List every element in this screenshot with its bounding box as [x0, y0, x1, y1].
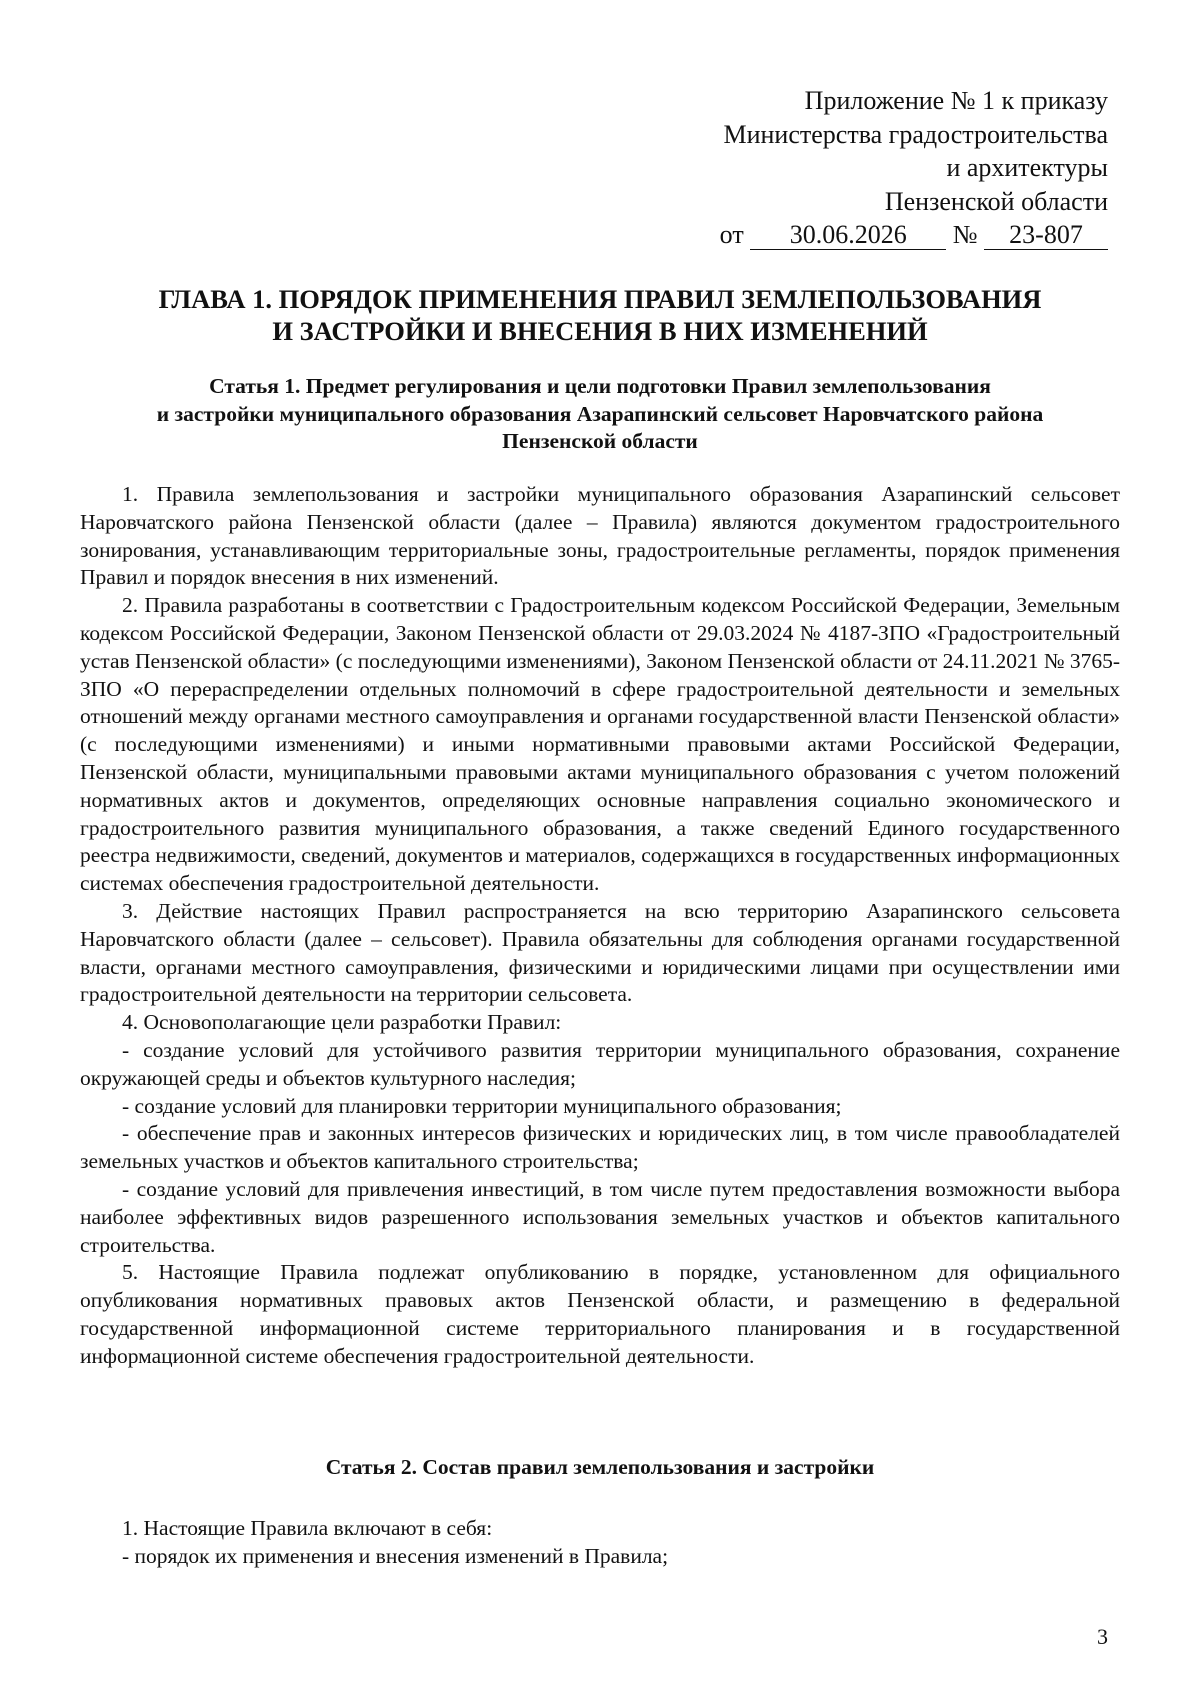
- article-2-list-item: - порядок их применения и внесения изменений в Правила;: [122, 1543, 669, 1568]
- appendix-line-3: и архитектуры: [946, 153, 1108, 182]
- article-1-title-line-3: Пензенской области: [502, 429, 698, 453]
- article-1-paragraph: 4. Основополагающие цели разработки Правил:: [122, 1010, 562, 1035]
- article-1-paragraph: 3. Действие настоящих Правил распространяется на всю территорию Азарапинского сельсовета Наровчатского области (далее – сельсовет). Правила обязательны для соблюдения органами государственной власти, органами местного самоуправления, физическими и юридическими лицами при осуществлении ими градостроительной деятельности на территории сельсовета.: [80, 898, 1120, 1007]
- article-1-title-line-2: и застройки муниципального образования Азарапинский сельсовет Наровчатского района: [156, 401, 1044, 426]
- article-2-body: [80, 1515, 1120, 1571]
- article-1-body: [80, 481, 1120, 1371]
- article-1-title: [80, 373, 1120, 456]
- from-label: от: [719, 220, 744, 249]
- article-1-title-line-1: Статья 1. Предмет регулирования и цели подготовки Правил землепользования: [209, 374, 991, 398]
- chapter-title-line-1: ГЛАВА 1. ПОРЯДОК ПРИМЕНЕНИЯ ПРАВИЛ ЗЕМЛЕПОЛЬЗОВАНИЯ: [158, 284, 1042, 314]
- article-1-list-item: - создание условий для устойчивого развития территории муниципального образования, сохранение окружающей среды и объектов культурного наследия;: [80, 1037, 1120, 1090]
- appendix-order-date-number: [720, 218, 1108, 252]
- article-1-list-item: - обеспечение прав и законных интересов физических и юридических лиц, в том числе правообладателей земельных участков и объектов капитального строительства;: [80, 1121, 1120, 1174]
- order-number: 23-807: [984, 221, 1108, 250]
- article-1-list-item: - создание условий для планировки территории муниципального образования;: [122, 1093, 842, 1118]
- chapter-title-line-2: И ЗАСТРОЙКИ И ВНЕСЕНИЯ В НИХ ИЗМЕНЕНИЙ: [272, 316, 928, 346]
- order-date: 30.06.2026: [750, 221, 946, 250]
- article-1-paragraph: 2. Правила разработаны в соответствии с Градостроительным кодексом Российской Федерации, Земельным кодексом Российской Федерации, Законом Пензенской области от 29.03.2024 № 4187-ЗПО «Градостроительный устав Пензенской области» (с последующими изменениями), Законом Пензенской области от 24.11.2021 № 3765-ЗПО «О перераспределении отдельных полномочий в сфере градостроительной деятельности и земельных отношений между органами местного самоуправления и органами государственной власти Пензенской области» (с последующими изменениями) и иными нормативными правовыми актами Российской Федерации, Пензенской области, муниципальными правовыми актами муниципального образования с учетом положений нормативных актов и документов, определяющих основные направления социально экономического и градостроительного развития муниципального образования, а также сведений Единого государственного реестра недвижимости, сведений, документов и материалов, содержащихся в государственных информационных системах обеспечения градостроительной деятельности.: [80, 593, 1120, 896]
- article-1-list-item: - создание условий для привлечения инвестиций, в том числе путем предоставления возможности выбора наиболее эффективных видов разрешенного использования земельных участков и объектов капитального строительства.: [80, 1176, 1120, 1257]
- article-1-paragraph: 1. Правила землепользования и застройки муниципального образования Азарапинский сельсовет Наровчатского района Пензенской области (далее – Правила) являются документом градостроительного зонирования, устанавливающим территориальные зоны, градостроительные регламенты, порядок применения Правил и порядок внесения в них изменений.: [80, 482, 1120, 590]
- appendix-line-2: Министерства градостроительства: [723, 119, 1108, 149]
- chapter-title: [80, 283, 1120, 347]
- appendix-line-1: Приложение № 1 к приказу: [804, 86, 1108, 115]
- appendix-header: [720, 84, 1108, 252]
- article-2-title: Статья 2. Состав правил землепользования и застройки: [325, 1455, 875, 1479]
- appendix-line-4: Пензенской области: [884, 186, 1108, 216]
- article-2-paragraph: 1. Настоящие Правила включают в себя:: [122, 1516, 493, 1540]
- number-label: №: [952, 220, 978, 249]
- article-1-paragraph: 5. Настоящие Правила подлежат опубликованию в порядке, установленном для официального опубликования нормативных правовых актов Пензенской области, и размещению в федеральной государственной информационной системе территориального планирования и в государственной информационной системе обеспечения градостроительной деятельности.: [80, 1260, 1120, 1368]
- page-number: 3: [1097, 1624, 1108, 1649]
